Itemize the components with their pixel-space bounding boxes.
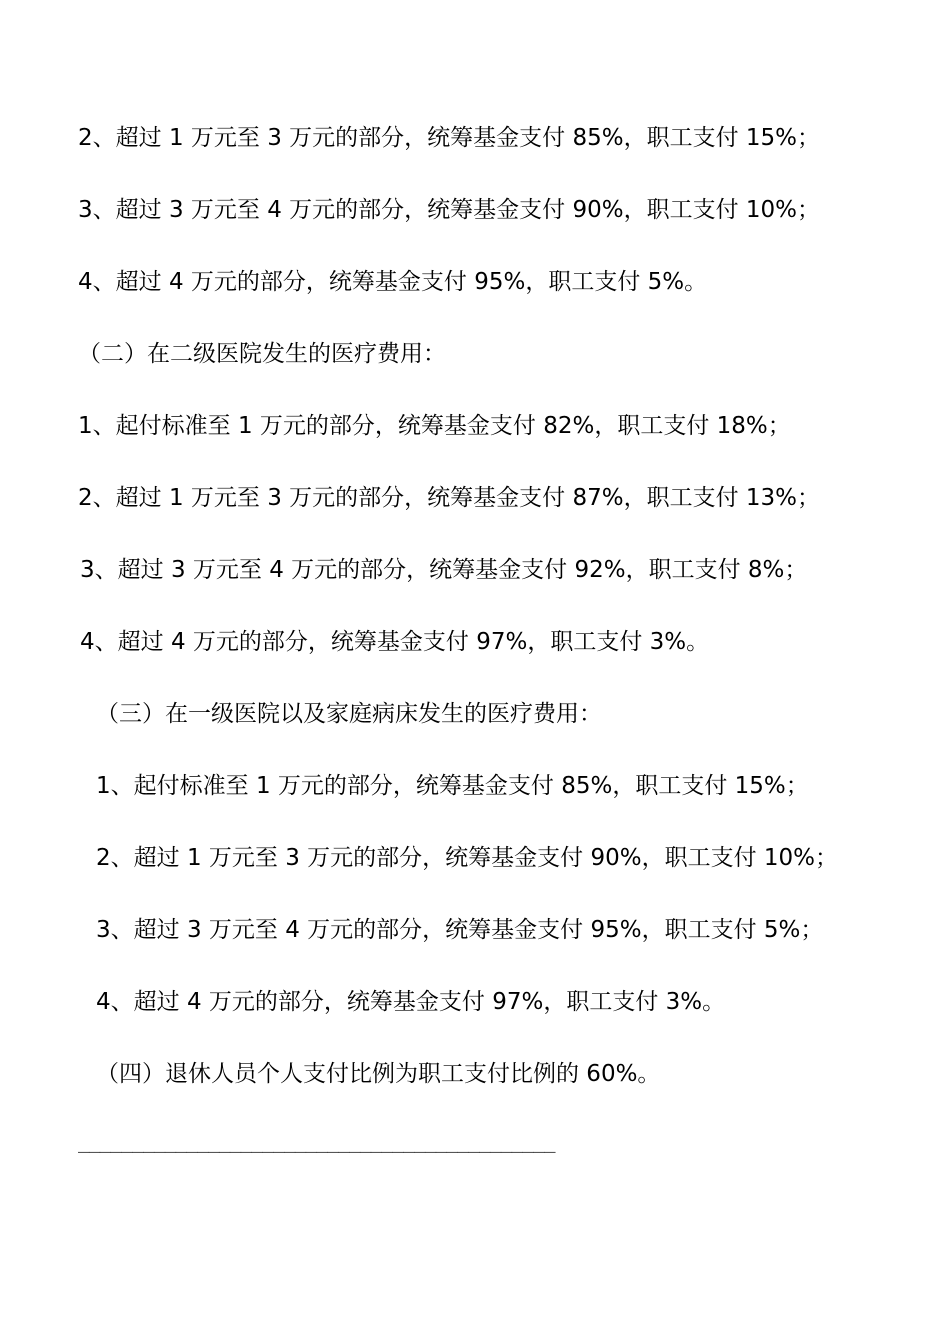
section-heading: （二）在二级医院发生的医疗费用：	[78, 341, 446, 367]
paragraph-line: 1、起付标准至 1 万元的部分，统筹基金支付 82%，职工支付 18%；	[78, 413, 791, 439]
paragraph-line: 4、超过 4 万元的部分，统筹基金支付 97%，职工支付 3%。	[80, 629, 710, 655]
paragraph-line: 2、超过 1 万元至 3 万元的部分，统筹基金支付 85%，职工支付 15%；	[78, 125, 821, 151]
paragraph-line: 4、超过 4 万元的部分，统筹基金支付 95%，职工支付 5%。	[78, 269, 708, 295]
paragraph-line: 3、超过 3 万元至 4 万元的部分，统筹基金支付 92%，职工支付 8%；	[80, 557, 808, 583]
paragraph-line: 2、超过 1 万元至 3 万元的部分，统筹基金支付 87%，职工支付 13%；	[78, 485, 821, 511]
separator-line: ____________________________________________	[78, 1131, 555, 1153]
paragraph-line: 1、起付标准至 1 万元的部分，统筹基金支付 85%，职工支付 15%；	[96, 773, 809, 799]
paragraph-line: 3、超过 3 万元至 4 万元的部分，统筹基金支付 95%，职工支付 5%；	[96, 917, 824, 943]
paragraph-line: 3、超过 3 万元至 4 万元的部分，统筹基金支付 90%，职工支付 10%；	[78, 197, 821, 223]
section-heading: （三）在一级医院以及家庭病床发生的医疗费用：	[96, 701, 602, 727]
paragraph-line: 4、超过 4 万元的部分，统筹基金支付 97%，职工支付 3%。	[96, 989, 726, 1015]
paragraph-line: 2、超过 1 万元至 3 万元的部分，统筹基金支付 90%，职工支付 10%；	[96, 845, 839, 871]
section-heading: （四）退休人员个人支付比例为职工支付比例的 60%。	[96, 1061, 661, 1087]
